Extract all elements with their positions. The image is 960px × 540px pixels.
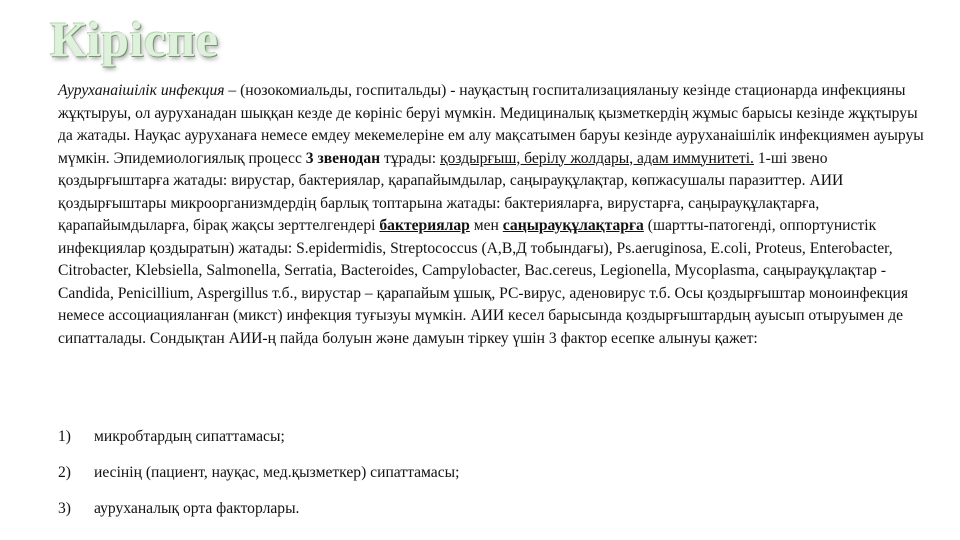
paragraph-text-1: – (нозокомиальды, госпитальды) - науқастың госпитализацияланыу кезінде стационарда инфекцияны жұқтыруы, ол ауруханадан шыққан кезде де көрініс беруі мүмкін. Медициналық қызметкердің жұмыс барысы кезінде жұқтыруы да жатады. Науқас ауруханаға немесе емдеу мекемелеріне ем алу мақсатымен баруы кезінде ауруханаішілік инфекциямен ауыруы мүмкін. Эпидемиологиялық процесс: [58, 82, 924, 167]
list-number: 2): [58, 464, 71, 481]
paragraph-text-5: (шартты-патогенді, оппортунистік инфекциялар қоздыратын) жатады: S.epidermidis, Streptococcus (А,В,Д тобындағы), Ps.aeruginosa, E.coli, Proteus, Enterobacter, Citrobacter, Klebsiella, Salmonella, Serratia, Bacteroides, Campylobacter, Bac.cereus, Legionella, Mycoplasma, саңырауқұлақтар - Candida, Penicillium, Aspergillus т.б., вирустар – қарапайым ұшық, РС-вирус, аденовирус т.б. Осы қоздырғыштар моноинфекция немесе ассоциацияланған (микст) инфекция туғызуы мүмкін. АИИ кесел барысында қоздырғыштардың ауысып отыруымен де сипатталады. Сондықтан АИИ-ң пайда болуын және дамуын тіркеу үшін 3 фактор есепке алынуы қажет:: [58, 217, 908, 347]
factor-list: [58, 425, 918, 533]
slide-title: Кіріспе: [50, 11, 219, 67]
list-text: микробтардың сипаттамасы;: [94, 428, 285, 445]
bold-underlined-fungi: саңырауқұлақтарға: [502, 217, 644, 234]
paragraph-text-4: мен: [469, 217, 503, 234]
main-paragraph: [58, 80, 930, 350]
list-item: [58, 461, 918, 497]
paragraph-text-2: тұрады:: [380, 149, 440, 167]
paragraph-text-3: 1-ші звено қоздырғыштарға жатады: вирустар, бактериялар, қарапайымдылар, саңырауқұлақтар, көпжасушалы паразиттер. АИИ қоздырғыштары микроорганизмдердің барлық топтарына жатады: бактерияларға, вирустарға, саңырауқұлақтарға, қарапайымдыларға, бірақ жақсы зерттелгендері: [58, 149, 844, 234]
list-number: 3): [58, 500, 71, 517]
lead-term: Ауруханаішілік инфекция: [58, 82, 225, 99]
list-number: 1): [58, 428, 71, 445]
list-item: [58, 497, 918, 533]
bold-term-links: 3 звенодан: [305, 149, 381, 167]
list-text: ауруханалық орта факторлары.: [94, 500, 300, 517]
underlined-links: қоздырғыш, берілу жолдары, адам иммунитеті.: [439, 149, 754, 167]
list-item: [58, 425, 918, 461]
list-text: иесінің (пациент, науқас, мед.қызметкер) сипаттамасы;: [94, 464, 460, 481]
bold-underlined-bacteria: бактериялар: [379, 217, 470, 234]
